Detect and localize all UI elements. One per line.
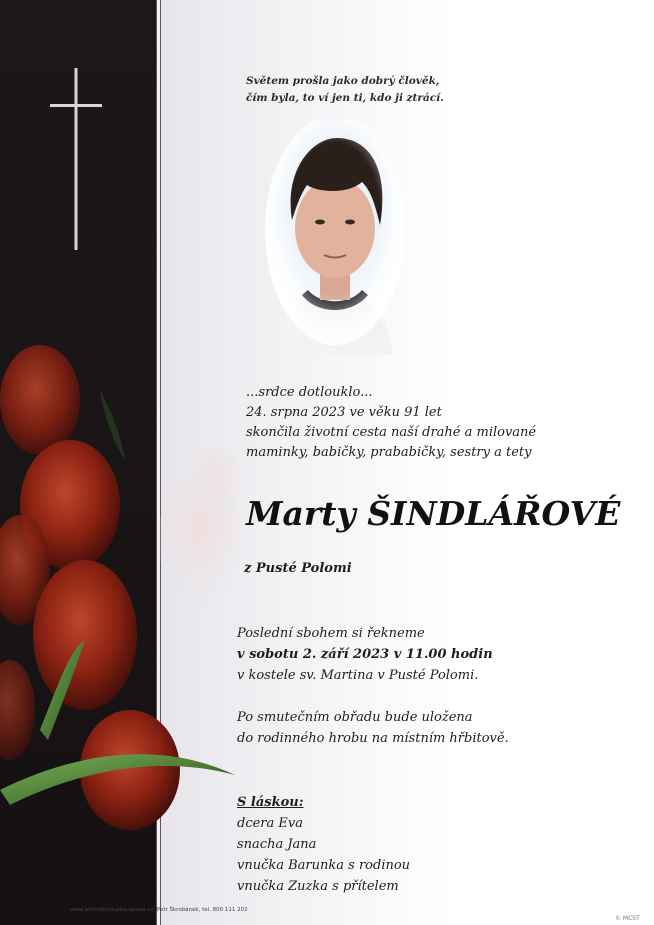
mourner-item: vnučka Barunka s rodinou <box>237 858 411 873</box>
quote-line-1: Světem prošla jako dobrý člověk, <box>246 75 440 87</box>
death-announcement <box>246 383 536 463</box>
funeral-place: v kostele sv. Martina v Pusté Polomi. <box>237 668 479 683</box>
quote-line-2: čím byla, to ví jen ti, kdo ji ztrácí. <box>246 92 444 104</box>
mourners-header: S láskou: <box>237 795 304 810</box>
funeral-date: v sobotu 2. září 2023 v 11.00 hodin <box>237 647 493 662</box>
deceased-origin: z Pusté Polomi <box>244 561 352 576</box>
memorial-quote <box>246 73 444 107</box>
portrait-photo <box>262 120 408 355</box>
burial-details <box>237 707 509 749</box>
mourners-list <box>237 792 410 897</box>
funeral-details <box>237 623 493 686</box>
intro-line-4: maminky, babičky, prababičky, sestry a tety <box>246 445 532 460</box>
intro-line-3: skončila životní cesta naší drahé a milované <box>246 425 537 440</box>
mourner-item: vnučka Zuzka s přítelem <box>237 879 399 894</box>
mourner-item: snacha Jana <box>237 837 317 852</box>
tulip-illustration <box>0 330 260 890</box>
mourner-item: dcera Eva <box>237 816 303 831</box>
cross-icon <box>50 68 102 250</box>
funeral-service-credit: www.pohrebnisluzba-opava.cz, Petr Škrobánek, tel. 800 111 202 <box>70 907 248 913</box>
burial-line-2: do rodinného hrobu na místním hřbitově. <box>237 731 509 746</box>
intro-line-1: ...srdce dotlouklo... <box>246 385 373 400</box>
intro-line-2: 24. srpna 2023 ve věku 91 let <box>246 405 442 420</box>
copyright-mark: © MCST <box>615 915 640 922</box>
funeral-line-1: Poslední sbohem si řekneme <box>237 626 425 641</box>
burial-line-1: Po smutečním obřadu bude uložena <box>237 710 473 725</box>
deceased-name: Marty ŠINDLÁŘOVÉ <box>246 494 621 533</box>
